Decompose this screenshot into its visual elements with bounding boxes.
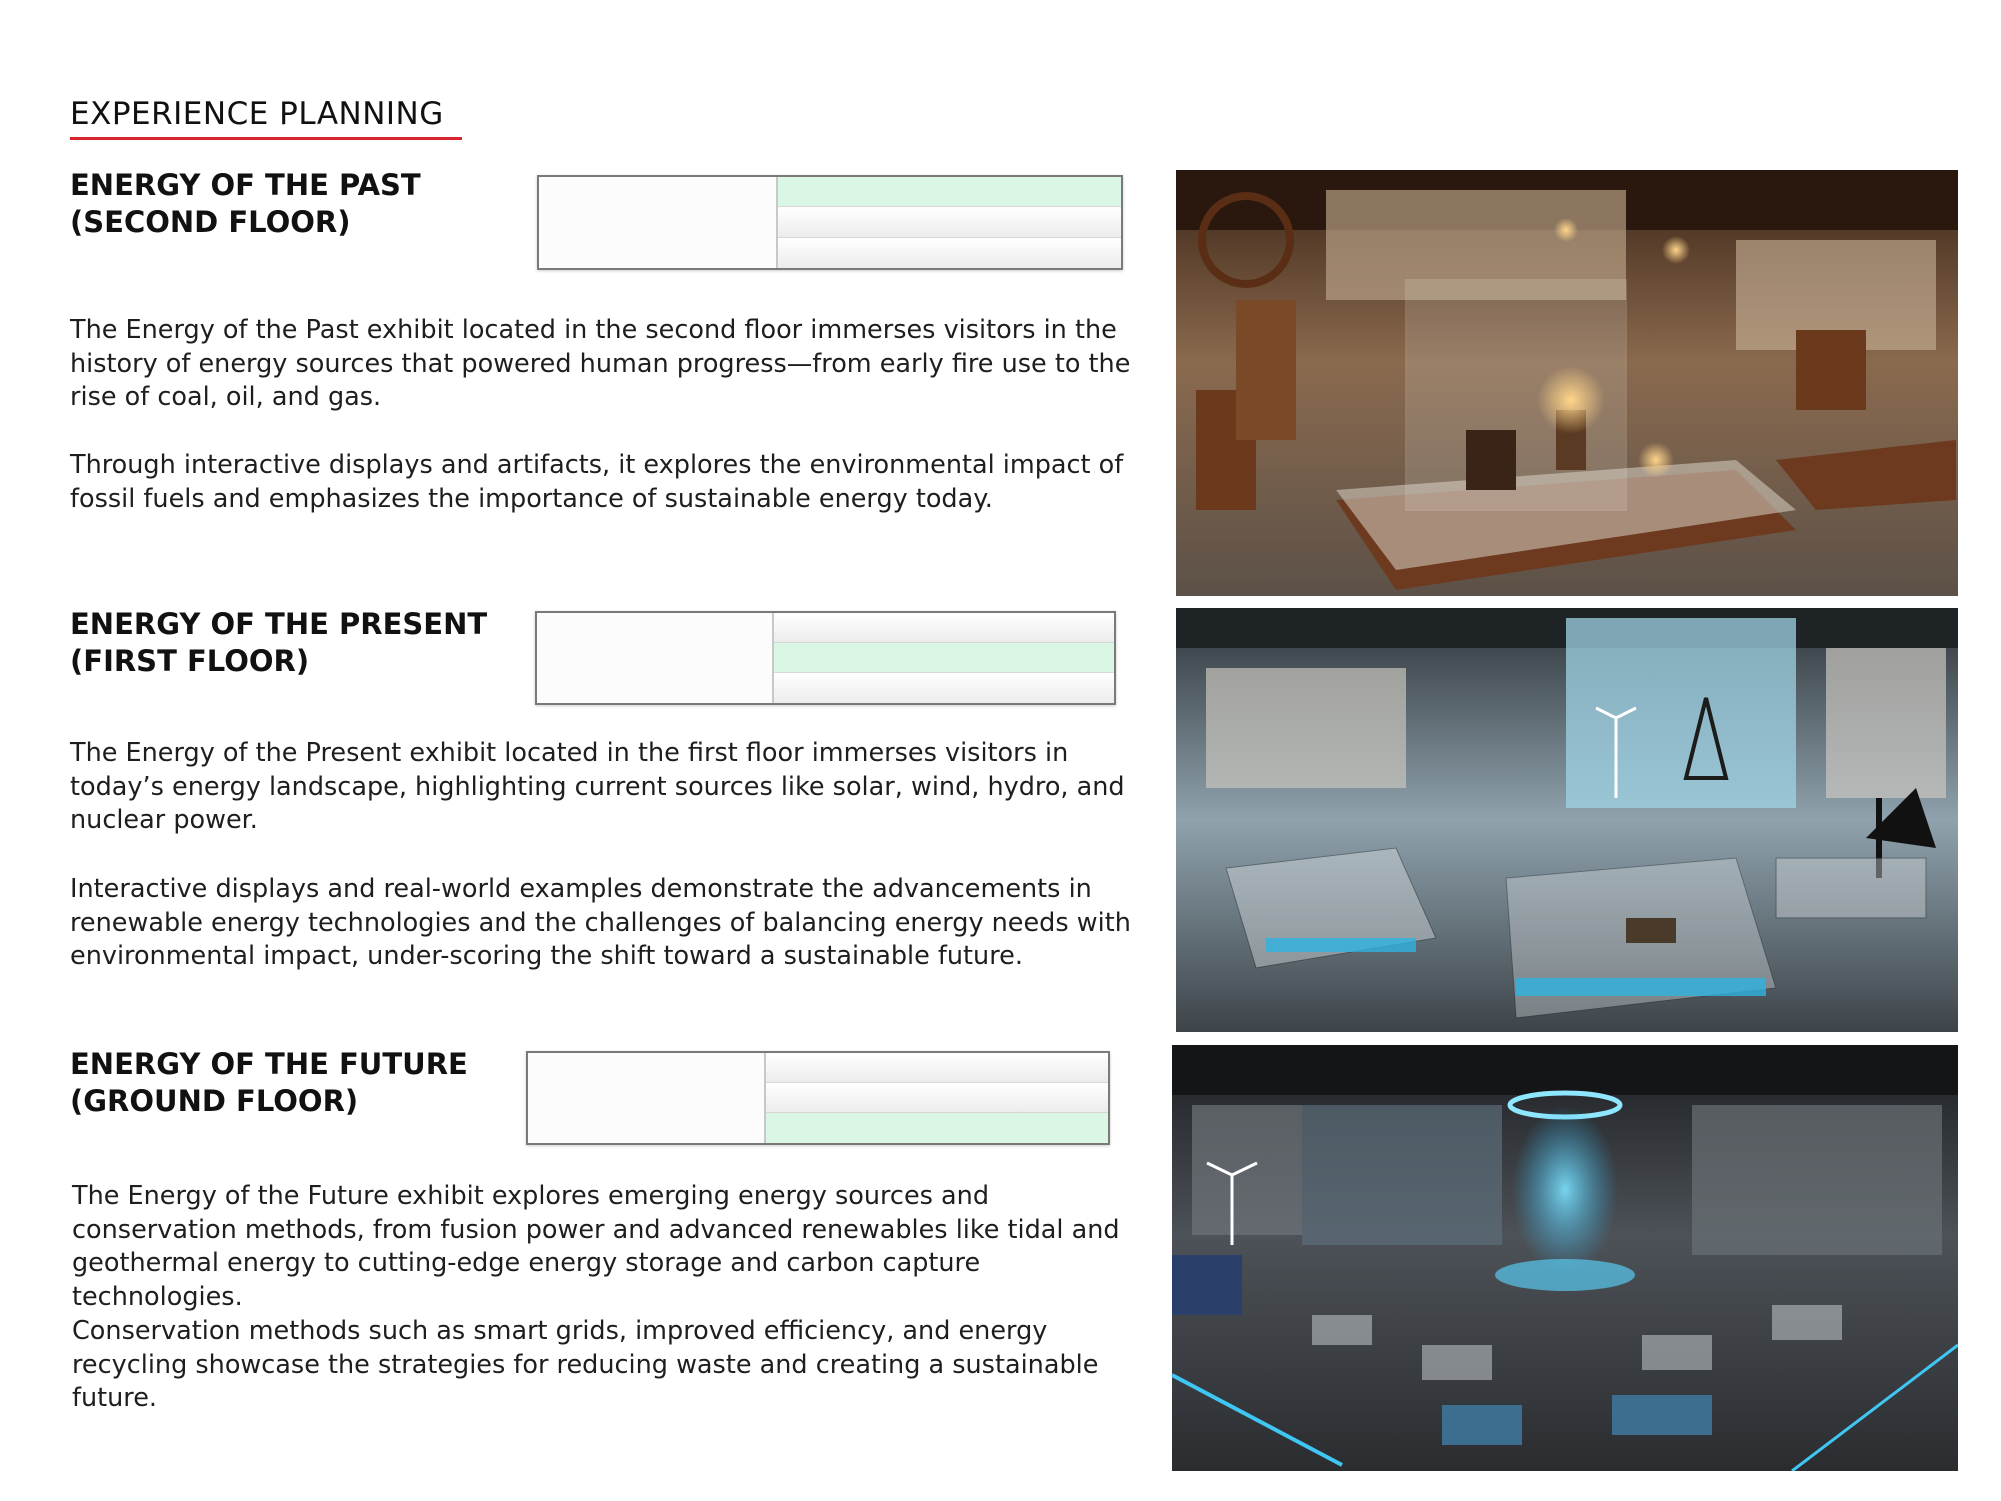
section-paragraph: The Energy of the Past exhibit located in the second floor immerses visitors in the history of energy sources that powered human progress—from early fire use to the rise of coal, oil, and gas. <box>70 315 1131 412</box>
section-title <box>70 606 487 680</box>
diagram-left-block <box>537 613 774 703</box>
modern-museum-illustration <box>1176 608 1958 1032</box>
diagram-left-block <box>528 1053 766 1143</box>
exhibit-photo-past <box>1176 170 1958 596</box>
section-title <box>70 1046 468 1120</box>
floor-level-middle-highlighted <box>774 643 1114 673</box>
section-title-line2: (GROUND FLOOR) <box>70 1084 359 1118</box>
floor-diagram <box>526 1051 1110 1145</box>
floor-level-top-highlighted <box>778 177 1121 207</box>
section-paragraph: The Energy of the Future exhibit explores emerging energy sources and conservation methods, from fusion power and advanced renewables like tidal and geothermal energy to cutting-edge energy storage and carbon capture technologies. <box>72 1181 1120 1312</box>
historic-museum-illustration <box>1176 170 1958 596</box>
diagram-left-block <box>539 177 778 268</box>
floor-level-top <box>766 1053 1108 1083</box>
exhibit-photo-future <box>1172 1045 1958 1471</box>
futuristic-museum-illustration <box>1172 1045 1958 1471</box>
section-paragraph: The Energy of the Present exhibit located in the first floor immerses visitors in today’s energy landscape, highlighting current sources like solar, wind, hydro, and nuclear power. <box>70 738 1125 835</box>
floor-diagram <box>537 175 1123 270</box>
section-paragraph: Through interactive displays and artifacts, it explores the environmental impact of fossil fuels and emphasizes the importance of sustainable energy today. <box>70 450 1124 514</box>
floor-level-bottom-highlighted <box>766 1113 1108 1143</box>
section-paragraph: Conservation methods such as smart grids, improved efficiency, and energy recycling showcase the strategies for reducing waste and creating a sustainable future. <box>72 1316 1099 1413</box>
section-paragraph: Interactive displays and real-world examples demonstrate the advancements in renewable energy technologies and the challenges of balancing energy needs with environmental impact, under-scoring the shift toward a sustainable future. <box>70 874 1131 971</box>
section-title <box>70 167 421 241</box>
floor-level-middle <box>778 207 1121 237</box>
exhibit-photo-present <box>1176 608 1958 1032</box>
floor-level-bottom <box>778 238 1121 268</box>
section-title-line2: (FIRST FLOOR) <box>70 644 310 678</box>
page-heading: EXPERIENCE PLANNING <box>70 96 444 132</box>
section-title-line1: ENERGY OF THE PAST <box>70 168 421 202</box>
section-title-line1: ENERGY OF THE PRESENT <box>70 607 488 641</box>
heading-underline <box>70 137 462 140</box>
floor-level-top <box>774 613 1114 643</box>
section-title-line1: ENERGY OF THE FUTURE <box>70 1047 468 1081</box>
section-title-line2: (SECOND FLOOR) <box>70 205 351 239</box>
floor-level-bottom <box>774 673 1114 703</box>
floor-diagram <box>535 611 1116 705</box>
floor-level-middle <box>766 1083 1108 1113</box>
